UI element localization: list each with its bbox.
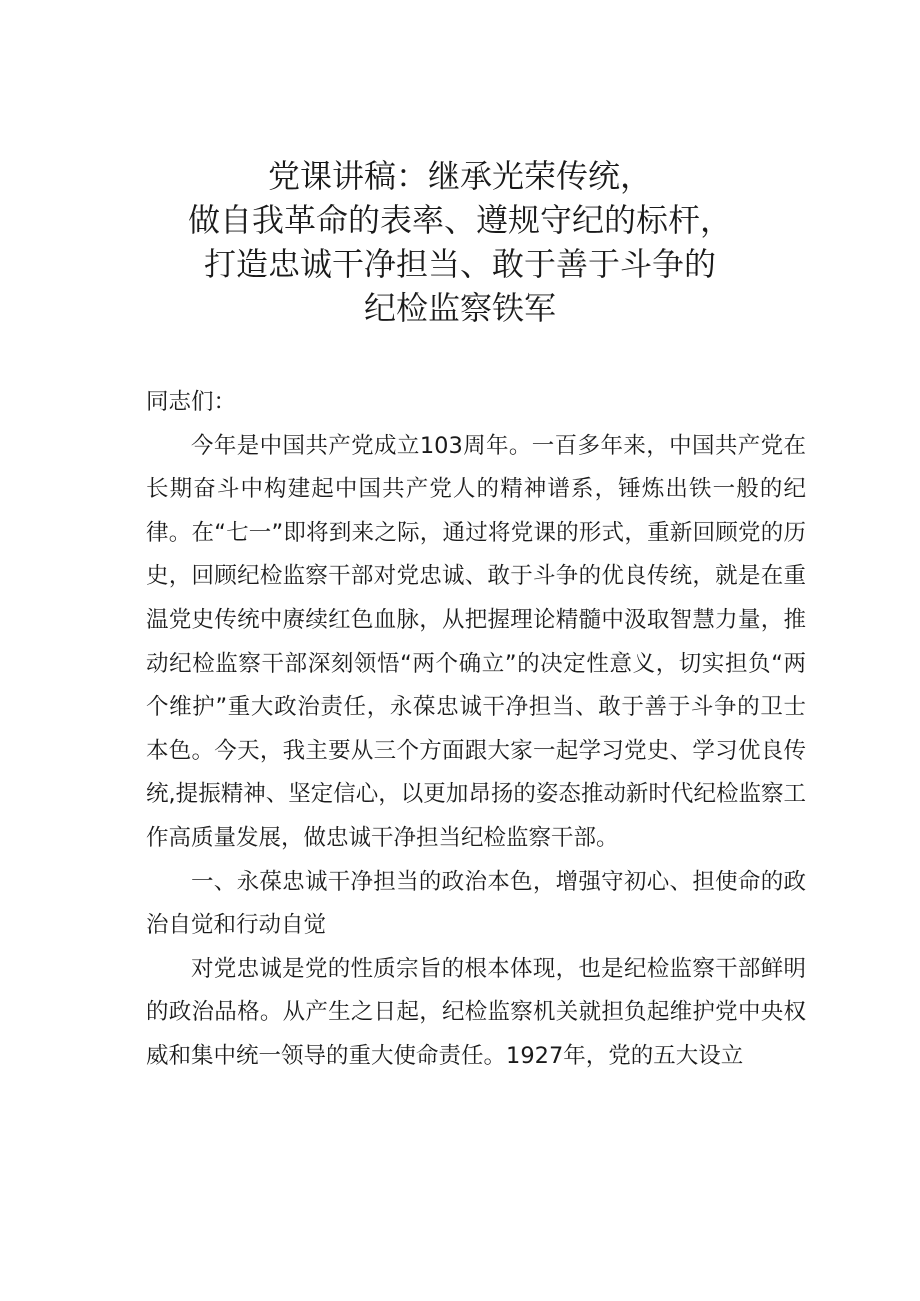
title-line-3: 打造忠诚干净担当、敢于善于斗争的: [203, 245, 716, 283]
paragraph-intro: 今年是中国共产党成立103周年。一百多年来，中国共产党在长期奋斗中构建起中国共产党人的精神谱系，锤炼出铁一般的纪律。在“七一”即将到来之际，通过将党课的形式，重新回顾党的历史，回顾纪检监察干部对党忠诚、敢于斗争的优良传统，就是在重温党史传统中赓续红色血脉，从把握理论精髓中汲取智慧力量，推动纪检监察干部深刻领悟“两个确立”的决定性意义，切实担负“两个维护”重大政治责任，永葆忠诚干净担当、敢于善于斗争的卫士本色。今天，我主要从三个方面跟大家一起学习党史、学习优良传统,提振精神、坚定信心，以更加昂扬的姿态推动新时代纪检监察工作高质量发展，做忠诚干净担当纪检监察干部。: [146, 432, 806, 851]
document-body: [146, 381, 806, 1079]
document-title: [0, 154, 920, 330]
title-line-1: 党课讲稿：继承光荣传统，: [267, 157, 652, 195]
salutation: 同志们：: [146, 389, 237, 415]
section-heading-1: 一、永葆忠诚干净担当的政治本色，增强守初心、担使命的政治自觉和行动自觉: [146, 868, 806, 939]
paragraph-section-1: 对党忠诚是党的性质宗旨的根本体现，也是纪检监察干部鲜明的政治品格。从产生之日起，纪检监察机关就担负起维护党中央权威和集中统一领导的重大使命责任。1927年，党的五大设立: [146, 955, 806, 1069]
title-line-4: 纪检监察铁军: [363, 289, 556, 327]
title-line-2: 做自我革命的表率、遵规守纪的标杆，: [187, 201, 732, 239]
